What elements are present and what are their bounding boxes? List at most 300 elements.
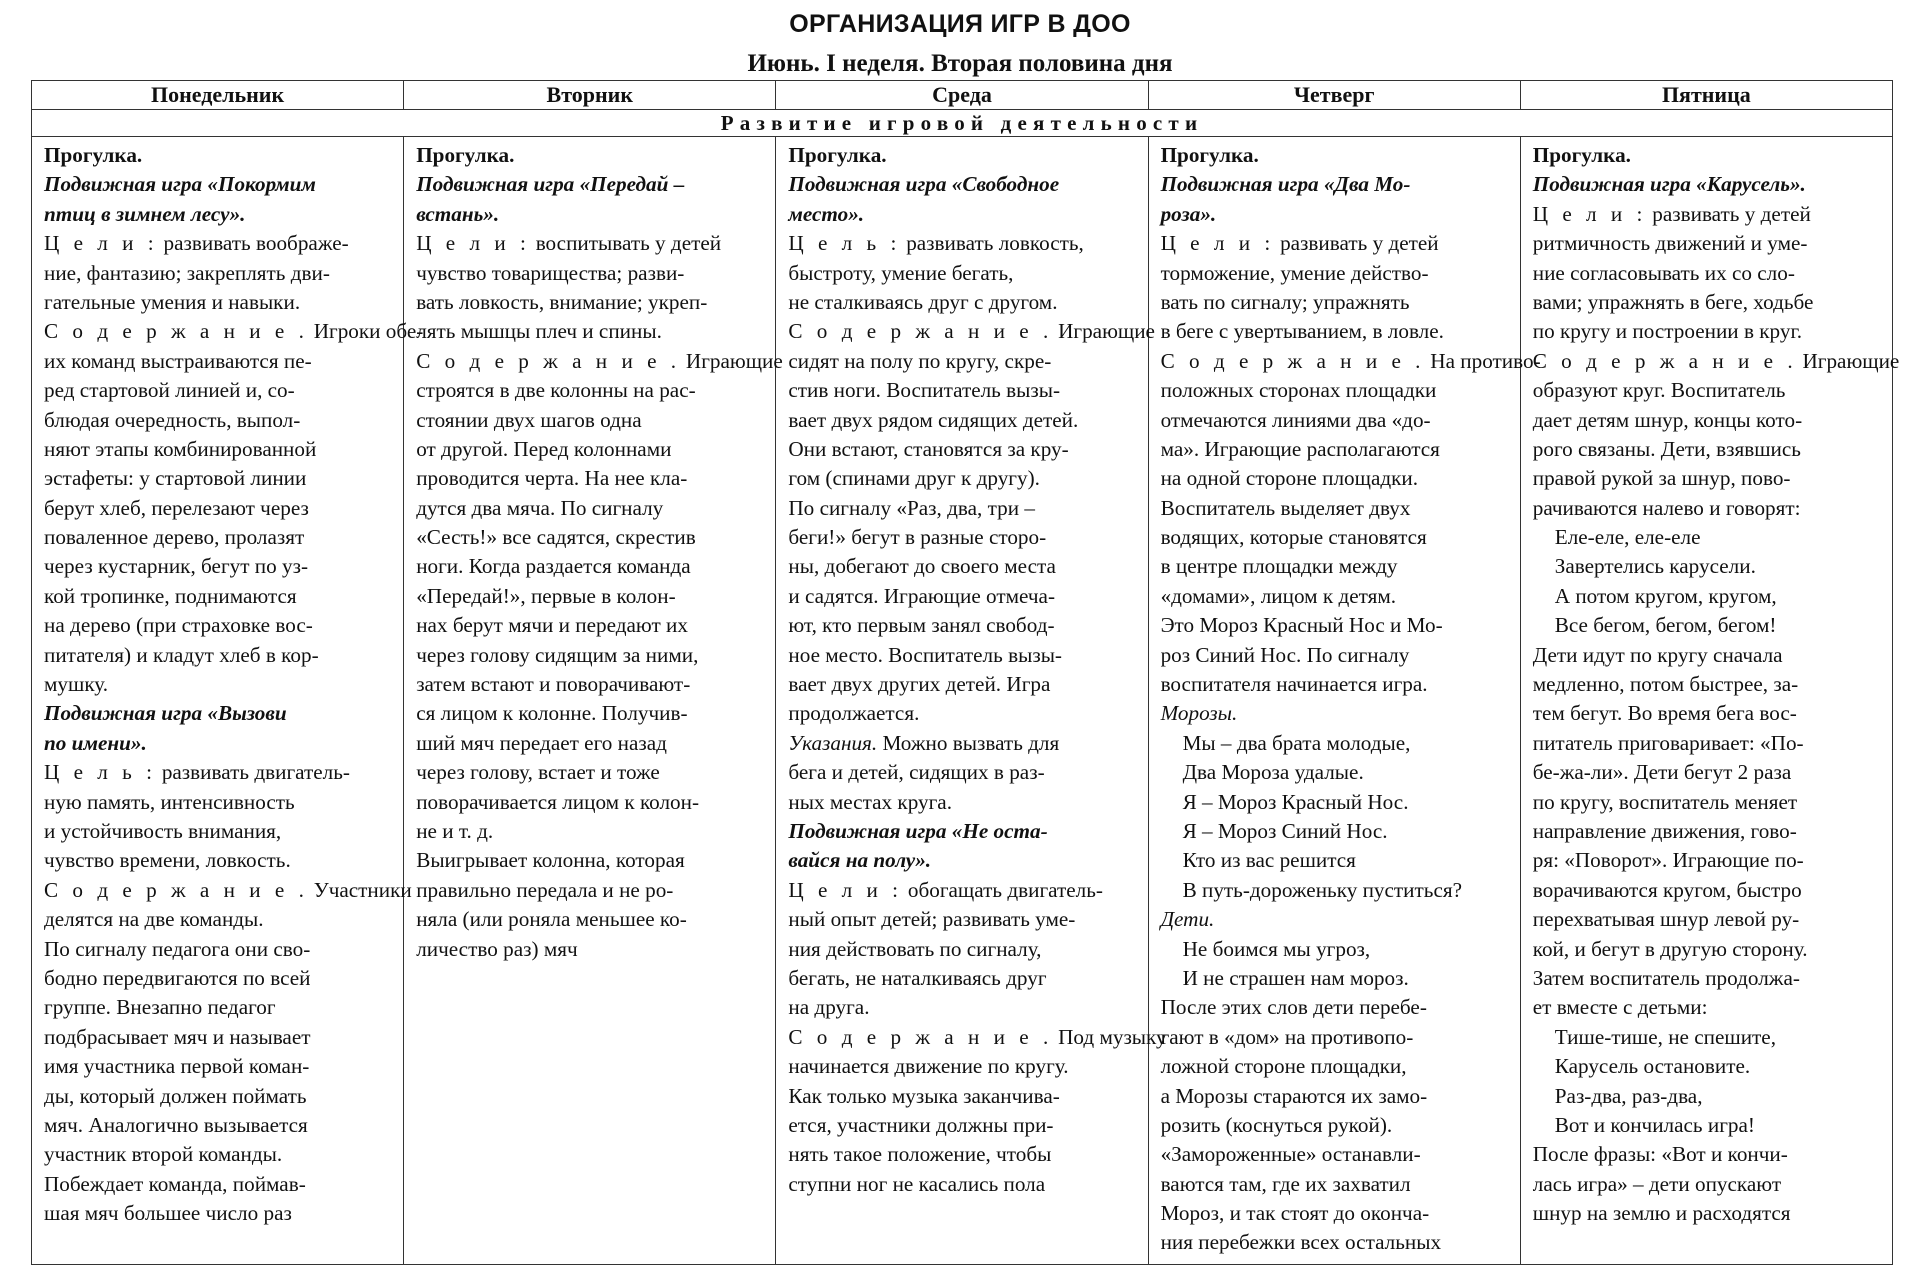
- text-line: [416, 699, 769, 728]
- page-title: ОРГАНИЗАЦИЯ ИГР В ДОО: [789, 10, 1131, 38]
- line-text: рого связаны. Дети, взявшись: [1532, 436, 1801, 461]
- text-line: [416, 376, 769, 405]
- line-text: Играющие: [685, 348, 783, 373]
- line-text: вайся на полу».: [788, 848, 932, 873]
- line-text: гом (спинами друг к другу).: [788, 466, 1040, 491]
- text-line: [44, 259, 397, 288]
- text-line: [1161, 699, 1514, 728]
- text-line: [416, 523, 769, 552]
- line-text: группе. Внезапно педагог: [44, 995, 276, 1020]
- line-label: Ц е л и :: [1532, 201, 1647, 226]
- line-text: обогащать двигатель-: [907, 877, 1103, 902]
- line-text: Подвижная игра «Два Мо-: [1160, 172, 1411, 197]
- line-text: И не страшен нам мороз.: [1182, 965, 1409, 990]
- day-cell-monday: [32, 137, 424, 1265]
- text-line: [1161, 494, 1514, 523]
- text-line: [1533, 141, 1886, 170]
- text-line: [1161, 729, 1514, 758]
- line-text: в беге с увертыванием, в ловле.: [1160, 319, 1444, 344]
- text-line: [44, 1140, 397, 1169]
- line-text: место».: [788, 201, 865, 226]
- line-text: Еле-еле, еле-еле: [1554, 525, 1701, 550]
- day-cell-thursday: [1148, 137, 1541, 1265]
- text-line: [416, 641, 769, 670]
- text-line: [416, 670, 769, 699]
- line-text: развивать у детей: [1280, 231, 1439, 256]
- text-line: [788, 964, 1141, 993]
- text-line: [1161, 670, 1514, 699]
- line-label: С о д е р ж а н и е .: [416, 348, 681, 373]
- line-text: шнур на землю и расходятся: [1532, 1201, 1791, 1226]
- line-text: ноги. Когда раздается команда: [416, 554, 691, 579]
- text-line: [416, 229, 769, 258]
- text-line: [44, 641, 397, 670]
- text-line: [44, 288, 397, 317]
- text-line: [44, 729, 397, 758]
- line-text: Под музыку: [1058, 1024, 1167, 1049]
- text-line: [1161, 376, 1514, 405]
- text-line: [788, 464, 1141, 493]
- line-text: бе-жа-ли». Дети бегут 2 раза: [1532, 760, 1792, 785]
- text-line: [1533, 846, 1886, 875]
- text-line: [44, 876, 412, 905]
- line-text: ды, который должен поймать: [44, 1083, 307, 1108]
- line-text: дает детям шнур, концы кото-: [1532, 407, 1803, 432]
- text-line: [788, 905, 1141, 934]
- text-line: [1161, 170, 1514, 199]
- line-text: ный опыт детей; развивать уме-: [788, 907, 1076, 932]
- line-text: Раз-два, раз-два,: [1554, 1083, 1703, 1108]
- text-line: [1533, 435, 1886, 464]
- text-line: [416, 288, 769, 317]
- line-text: Подвижная игра «Передай –: [416, 172, 685, 197]
- text-line: [1533, 964, 1886, 993]
- text-line: [788, 1023, 1167, 1052]
- line-text: делятся на две команды.: [44, 907, 264, 932]
- text-line: [1533, 552, 1886, 581]
- text-line: [1161, 1170, 1514, 1199]
- text-line: [416, 758, 769, 787]
- text-line: [416, 582, 769, 611]
- line-text: По сигналу «Раз, два, три –: [788, 495, 1035, 520]
- text-line: [416, 876, 769, 905]
- line-text: по имени».: [44, 730, 147, 755]
- text-line: [788, 611, 1141, 640]
- line-text: птиц в зимнем лесу».: [44, 201, 246, 226]
- line-text: водящих, которые становятся: [1160, 525, 1427, 550]
- line-text: по кругу, воспитатель меняет: [1532, 789, 1798, 814]
- line-label: Ц е л и :: [44, 231, 159, 256]
- text-line: [788, 494, 1141, 523]
- line-text: развивать двигатель-: [161, 760, 350, 785]
- text-line: [1533, 1023, 1886, 1052]
- line-text: развивать ловкость,: [906, 231, 1084, 256]
- text-line: [416, 611, 769, 640]
- line-text: отмечаются линиями два «до-: [1160, 407, 1431, 432]
- text-line: [1161, 317, 1514, 346]
- text-line: [788, 1052, 1141, 1081]
- line-text: Прогулка.: [1532, 143, 1631, 167]
- line-text: проводится черта. На нее кла-: [416, 466, 688, 491]
- text-line: [1161, 1111, 1514, 1140]
- text-line: [788, 1082, 1141, 1111]
- text-line: [44, 611, 397, 640]
- text-line: [788, 993, 1141, 1022]
- text-line: [1533, 582, 1886, 611]
- line-label: С о д е р ж а н и е .: [788, 1024, 1053, 1049]
- text-line: [788, 170, 1141, 199]
- text-line: [44, 200, 397, 229]
- text-line: [44, 141, 397, 170]
- line-text: гают в «дом» на противопо-: [1160, 1024, 1414, 1049]
- line-text: берут хлеб, перелезают через: [44, 495, 309, 520]
- line-text: не и т. д.: [416, 818, 494, 843]
- line-text: ший мяч передает его назад: [416, 730, 667, 755]
- line-label: С о д е р ж а н и е .: [1160, 348, 1425, 373]
- line-text: воспитывать у детей: [535, 231, 722, 256]
- line-text: вами; упражнять в беге, ходьбе: [1532, 289, 1814, 314]
- text-line: [788, 229, 1141, 258]
- text-line: [44, 1199, 397, 1228]
- day-cell-friday: [1520, 137, 1900, 1265]
- text-line: [788, 317, 1155, 346]
- line-text: блюдая очередность, выпол-: [44, 407, 301, 432]
- line-text: После этих слов дети перебе-: [1160, 995, 1427, 1020]
- text-line: [788, 641, 1141, 670]
- line-text: воспитателя начинается игра.: [1160, 672, 1428, 697]
- line-text: нять такое положение, чтобы: [788, 1142, 1052, 1167]
- text-line: [44, 1111, 397, 1140]
- line-text: правой рукой за шнур, пово-: [1532, 466, 1791, 491]
- text-line: [1533, 729, 1886, 758]
- text-line: [44, 935, 397, 964]
- line-text: образуют круг. Воспитатель: [1532, 378, 1786, 403]
- text-line: [1161, 141, 1514, 170]
- line-text: ваются там, где их захватил: [1160, 1171, 1411, 1196]
- line-text: «домами», лицом к детям.: [1160, 583, 1397, 608]
- line-text: на одной стороне площадки.: [1160, 466, 1419, 491]
- day-cell-wednesday: [776, 137, 1167, 1265]
- line-text: Прогулка.: [1160, 143, 1259, 167]
- text-line: [1533, 229, 1886, 258]
- line-text: поворачивается лицом к колон-: [416, 789, 700, 814]
- text-line: [1161, 523, 1514, 552]
- line-text: Играющие: [1802, 348, 1900, 373]
- text-line: [788, 435, 1141, 464]
- content-row: [32, 137, 1893, 1265]
- line-text: вать ловкость, внимание; укреп-: [416, 289, 708, 314]
- text-line: [1161, 552, 1514, 581]
- line-text: Не боимся мы угроз,: [1182, 936, 1371, 961]
- line-text: вать по сигналу; упражнять: [1160, 289, 1410, 314]
- text-line: [44, 1052, 397, 1081]
- text-line: [1161, 817, 1514, 846]
- text-line: [44, 670, 397, 699]
- text-line: [1533, 1052, 1886, 1081]
- line-label: С о д е р ж а н и е .: [788, 319, 1053, 344]
- text-line: [788, 935, 1141, 964]
- text-line: [44, 582, 397, 611]
- line-text: эстафеты: у стартовой линии: [44, 466, 307, 491]
- line-text: Мороз, и так стоят до оконча-: [1160, 1201, 1430, 1226]
- text-line: [1161, 1082, 1514, 1111]
- line-text: сидят на полу по кругу, скре-: [788, 348, 1052, 373]
- day-header: Пятница: [1520, 81, 1892, 110]
- text-line: [44, 435, 397, 464]
- line-text: Играющие: [1058, 319, 1155, 344]
- text-line: [416, 259, 769, 288]
- text-line: [416, 435, 769, 464]
- line-text: Подвижная игра «Вызови: [44, 701, 287, 726]
- line-text: ред стартовой линией и, со-: [44, 378, 295, 403]
- line-text: рачиваются налево и говорят:: [1532, 495, 1801, 520]
- line-label: Ц е л ь :: [44, 760, 157, 785]
- text-line: [1161, 1199, 1514, 1228]
- text-line: [788, 288, 1141, 317]
- line-text: начинается движение по кругу.: [788, 1054, 1069, 1079]
- header-row: [32, 81, 1893, 110]
- text-line: [1161, 1140, 1514, 1169]
- text-line: [1533, 200, 1886, 229]
- text-line: [1161, 905, 1514, 934]
- line-text: не сталкиваясь друг с другом.: [788, 289, 1058, 314]
- line-text: от другой. Перед колоннами: [416, 436, 672, 461]
- line-text: через голову сидящим за ними,: [416, 642, 699, 667]
- text-line: [416, 317, 769, 346]
- text-line: [1533, 376, 1886, 405]
- line-text: мяч. Аналогично вызывается: [44, 1112, 308, 1137]
- line-text: шая мяч большее число раз: [44, 1201, 292, 1226]
- line-label: Ц е л и :: [788, 877, 903, 902]
- text-line: [788, 817, 1141, 846]
- line-text: Игроки обе-: [313, 319, 424, 344]
- line-text: Дети идут по кругу сначала: [1532, 642, 1783, 667]
- day-header: Понедельник: [32, 81, 404, 110]
- line-text: кой тропинке, поднимаются: [44, 583, 297, 608]
- line-text: На противо-: [1430, 348, 1541, 373]
- text-line: [1161, 964, 1514, 993]
- line-text: вает двух рядом сидящих детей.: [788, 407, 1079, 432]
- line-text: имя участника первой коман-: [44, 1054, 310, 1079]
- text-line: [1533, 464, 1886, 493]
- text-line: [1533, 758, 1886, 787]
- line-text: роза».: [1160, 201, 1217, 226]
- text-line: [1161, 200, 1514, 229]
- day-cell-tuesday: [404, 137, 783, 1265]
- text-line: [788, 582, 1141, 611]
- line-text: ложной стороне площадки,: [1160, 1054, 1407, 1079]
- line-label: Указания.: [788, 730, 878, 755]
- line-text: медленно, потом быстрее, за-: [1532, 672, 1799, 697]
- line-text: Морозы.: [1160, 701, 1238, 726]
- weekly-games-table: [31, 80, 1900, 1265]
- line-text: поваленное дерево, пролазят: [44, 525, 305, 550]
- text-line: [416, 817, 769, 846]
- line-text: на друга.: [788, 995, 870, 1020]
- line-text: Я – Мороз Красный Нос.: [1182, 789, 1409, 814]
- text-line: [416, 464, 769, 493]
- text-line: [1533, 817, 1886, 846]
- text-line: [1533, 876, 1886, 905]
- line-text: Вот и кончилась игра!: [1554, 1112, 1755, 1137]
- line-text: торможение, умение действо-: [1160, 260, 1429, 285]
- text-line: [1161, 259, 1514, 288]
- line-text: Прогулка.: [788, 143, 887, 167]
- text-line: [788, 729, 1141, 758]
- line-text: Побеждает команда, поймав-: [44, 1171, 306, 1196]
- line-text: быстроту, умение бегать,: [788, 260, 1014, 285]
- line-text: и устойчивость внимания,: [44, 818, 282, 843]
- section-heading: Развитие игровой деятельности: [32, 110, 1893, 137]
- text-line: [1533, 1199, 1886, 1228]
- line-text: няют этапы комбинированной: [44, 436, 317, 461]
- line-text: питатель приговаривает: «По-: [1532, 730, 1804, 755]
- line-text: ны, добегают до своего места: [788, 554, 1056, 579]
- text-line: [788, 552, 1141, 581]
- line-text: гательные умения и навыки.: [44, 289, 301, 314]
- line-label: С о д е р ж а н и е .: [1532, 348, 1798, 373]
- line-text: направление движения, гово-: [1532, 818, 1797, 843]
- line-text: Подвижная игра «Покормим: [44, 172, 316, 197]
- line-text: кой, и бегут в другую сторону.: [1532, 936, 1808, 961]
- line-text: чувство времени, ловкость.: [44, 848, 291, 873]
- line-label: Ц е л и :: [1160, 231, 1275, 256]
- line-text: Прогулка.: [416, 143, 515, 167]
- line-text: Все бегом, бегом, бегом!: [1554, 613, 1777, 638]
- text-line: [44, 317, 424, 346]
- line-label: Ц е л и :: [416, 231, 531, 256]
- line-text: Воспитатель выделяет двух: [1160, 495, 1411, 520]
- text-line: [788, 788, 1141, 817]
- line-text: Подвижная игра «Не оста-: [788, 818, 1048, 843]
- day-header: Среда: [776, 81, 1148, 110]
- text-line: [788, 699, 1141, 728]
- line-text: ние, фантазию; закреплять дви-: [44, 260, 330, 285]
- line-text: продолжается.: [788, 701, 920, 726]
- text-line: [416, 406, 769, 435]
- day-header: Четверг: [1148, 81, 1520, 110]
- line-text: положных сторонах площадки: [1160, 378, 1437, 403]
- text-line: [788, 200, 1141, 229]
- line-text: дутся два мяча. По сигналу: [416, 495, 664, 520]
- text-line: [1161, 464, 1514, 493]
- text-line: [44, 758, 397, 787]
- text-line: [788, 846, 1141, 875]
- text-line: [788, 523, 1141, 552]
- line-text: Мы – два брата молодые,: [1182, 730, 1411, 755]
- line-text: По сигналу педагога они сво-: [44, 936, 311, 961]
- line-label: С о д е р ж а н и е .: [44, 319, 309, 344]
- line-text: ется, участники должны при-: [788, 1112, 1054, 1137]
- text-line: [1161, 935, 1514, 964]
- line-text: ную память, интенсивность: [44, 789, 295, 814]
- text-line: [44, 993, 397, 1022]
- text-line: [1533, 406, 1886, 435]
- text-line: [1161, 758, 1514, 787]
- text-line: [44, 817, 397, 846]
- text-line: [416, 729, 769, 758]
- line-text: их команд выстраиваются пе-: [44, 348, 312, 373]
- text-line: [788, 876, 1141, 905]
- text-line: [44, 494, 397, 523]
- day-header: Вторник: [404, 81, 776, 110]
- text-line: [1161, 876, 1514, 905]
- text-line: [788, 758, 1141, 787]
- line-text: ния действовать по сигналу,: [788, 936, 1042, 961]
- text-line: [416, 552, 769, 581]
- line-label: С о д е р ж а н и е .: [44, 877, 309, 902]
- text-line: [788, 376, 1141, 405]
- line-text: Завертелись карусели.: [1554, 554, 1756, 579]
- line-text: Как только музыка заканчива-: [788, 1083, 1060, 1108]
- text-line: [1533, 494, 1886, 523]
- text-line: [1161, 846, 1514, 875]
- line-text: ют, кто первым занял свобод-: [788, 613, 1055, 638]
- line-text: в центре площадки между: [1160, 554, 1398, 579]
- line-text: Можно вызвать для: [882, 730, 1060, 755]
- text-line: [416, 200, 769, 229]
- text-line: [44, 964, 397, 993]
- line-text: беги!» бегут в разные сторо-: [788, 525, 1047, 550]
- line-text: ритмичность движений и уме-: [1532, 231, 1808, 256]
- text-line: [1161, 788, 1514, 817]
- text-line: [788, 1140, 1141, 1169]
- line-text: А потом кругом, кругом,: [1554, 583, 1777, 608]
- text-line: [1532, 347, 1900, 376]
- text-line: [1160, 347, 1541, 376]
- text-line: [416, 494, 769, 523]
- line-text: бега и детей, сидящих в раз-: [788, 760, 1045, 785]
- line-text: через кустарник, бегут по уз-: [44, 554, 309, 579]
- line-text: затем встают и поворачивают-: [416, 672, 691, 697]
- line-text: на дерево (при страховке вос-: [44, 613, 313, 638]
- line-text: няла (или роняла меньшее ко-: [416, 907, 687, 932]
- text-line: [788, 406, 1141, 435]
- text-line: [1533, 1170, 1886, 1199]
- line-text: «Передай!», первые в колон-: [416, 583, 676, 608]
- text-line: [44, 788, 397, 817]
- line-text: перехватывая шнур левой ру-: [1532, 907, 1800, 932]
- line-text: Участники: [313, 877, 412, 902]
- line-text: «Сесть!» все садятся, скрестив: [416, 525, 696, 550]
- line-text: тем бегут. Во время бега вос-: [1532, 701, 1797, 726]
- text-line: [1533, 288, 1886, 317]
- text-line: [1161, 1052, 1514, 1081]
- line-text: Я – Мороз Синий Нос.: [1182, 818, 1388, 843]
- text-line: [44, 464, 397, 493]
- text-line: [1533, 611, 1886, 640]
- line-text: участник второй команды.: [44, 1142, 283, 1167]
- section-row: [32, 110, 1893, 137]
- text-line: [788, 670, 1141, 699]
- line-text: встань».: [416, 201, 500, 226]
- text-line: [1161, 229, 1514, 258]
- text-line: [1533, 523, 1886, 552]
- line-text: розить (коснуться рукой).: [1160, 1112, 1393, 1137]
- text-line: [1161, 435, 1514, 464]
- line-text: Они встают, становятся за кру-: [788, 436, 1069, 461]
- text-line: [1161, 582, 1514, 611]
- text-line: [788, 259, 1141, 288]
- text-line: [1533, 1082, 1886, 1111]
- text-line: [1533, 1140, 1886, 1169]
- text-line: [1533, 641, 1886, 670]
- text-line: [44, 229, 397, 258]
- line-text: «Замороженные» останавли-: [1160, 1142, 1421, 1167]
- text-line: [44, 523, 397, 552]
- text-line: [788, 347, 1141, 376]
- text-line: [44, 905, 397, 934]
